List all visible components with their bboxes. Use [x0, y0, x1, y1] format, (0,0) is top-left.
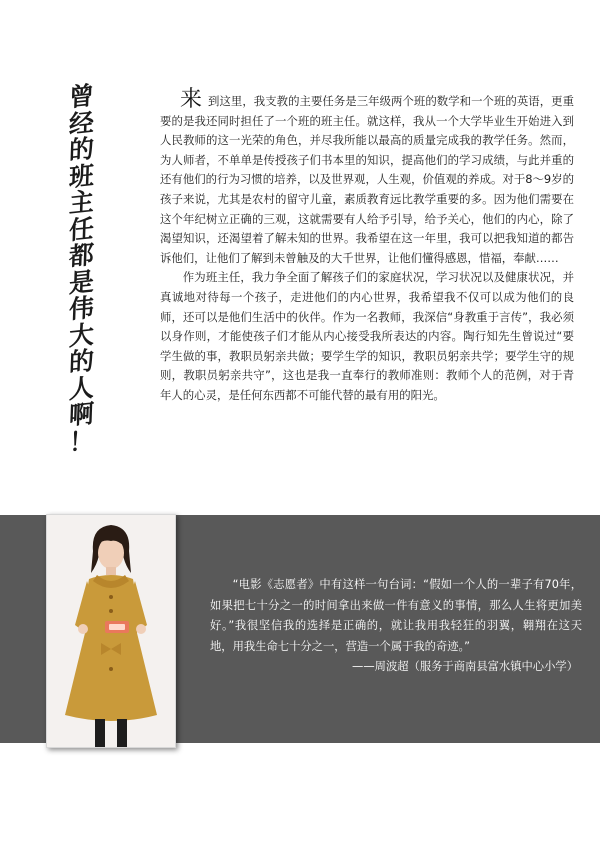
article-paragraph-1: [160, 87, 574, 268]
teacher-photo: [46, 514, 176, 748]
title-char: 啊: [69, 398, 95, 431]
title-char: 大: [69, 319, 95, 351]
title-char: 都: [69, 239, 95, 272]
quote-text: “电影《志愿者》中有这样一句台词：“假如一个人的一辈子有70年，如果把七十分之一的时间拿出来做一件有意义的事情，那么人生将更加美好。”我很坚信我的选择是正确的，就让我用我轻狂的羽翼，翱翔在这天地，用我生命七十分之一，营造一个属于我的奇迹。”: [210, 578, 582, 653]
title-char: 经: [69, 107, 95, 139]
title-char: 人: [69, 372, 95, 404]
vertical-calligraphy-title: [62, 80, 102, 457]
paragraph-1-text: 到这里，我支教的主要任务是三年级两个班的数学和一个班的英语，更重要的是我还同时担任了一个班的班主任。就这样，我从一个大学毕业生开始进入到人民教师的这一光荣的角色，并尽我所能以最高的质量完成我的教学任务。然而，为人师者，不单单是传授孩子们书本里的知识，提高他们的学习成绩，与此并重的还有他们的行为习惯的培养，以及世界观，人生观，价值观的养成。对于8～9岁的孩子来说，尤其是农村的留守儿童，素质教育远比教学重要的多。因为他们需要在这个年纪树立正确的三观，这就需要有人给予引导，给予关心，他们的内心，除了渴望知识，还渴望着了解未知的世界。我希望在这一年里，我可以把我知道的都告诉他们，让他们了解到未曾触及的大千世界，让他们懂得感恩，惜福，奉献……: [160, 94, 574, 265]
article-body: [160, 87, 574, 406]
title-char: ！: [69, 425, 95, 457]
drop-cap: 来: [180, 87, 203, 112]
quote-signature: ——周波超（服务于商南县富水镇中心小学）: [352, 660, 578, 673]
title-char: 班: [69, 160, 95, 192]
title-char: 是: [69, 266, 95, 298]
article-paragraph-2: 作为班主任，我力争全面了解孩子们的家庭状况，学习状况以及健康状况，并真诚地对待每一个孩子，走进他们的内心世界，我希望我不仅可以成为他们的良师，还可以是他们生活中的伙伴。作为一名教师，我深信“身教重于言传”，我必须以身作则，才能使孩子们才能从内心接受我所表达的内容。陶行知先生曾说过“要学生做的事，教职员躬亲共做；要学生学的知识，教职员躬亲共学；要学生守的规则，教职员躬亲共守”，这也是我一直奉行的教师准则：教师个人的范例，对于青年人的心灵，是任何东西都不可能代替的最有用的阳光。: [160, 270, 574, 402]
title-char: 任: [69, 213, 95, 245]
teacher-photo-illustration: [47, 515, 175, 747]
volunteer-quote: [210, 575, 582, 678]
title-char: 曾: [69, 80, 95, 113]
title-char: 的: [69, 345, 95, 378]
title-char: 伟: [69, 292, 95, 325]
title-char: 主: [69, 186, 95, 219]
title-char: 的: [69, 133, 95, 166]
